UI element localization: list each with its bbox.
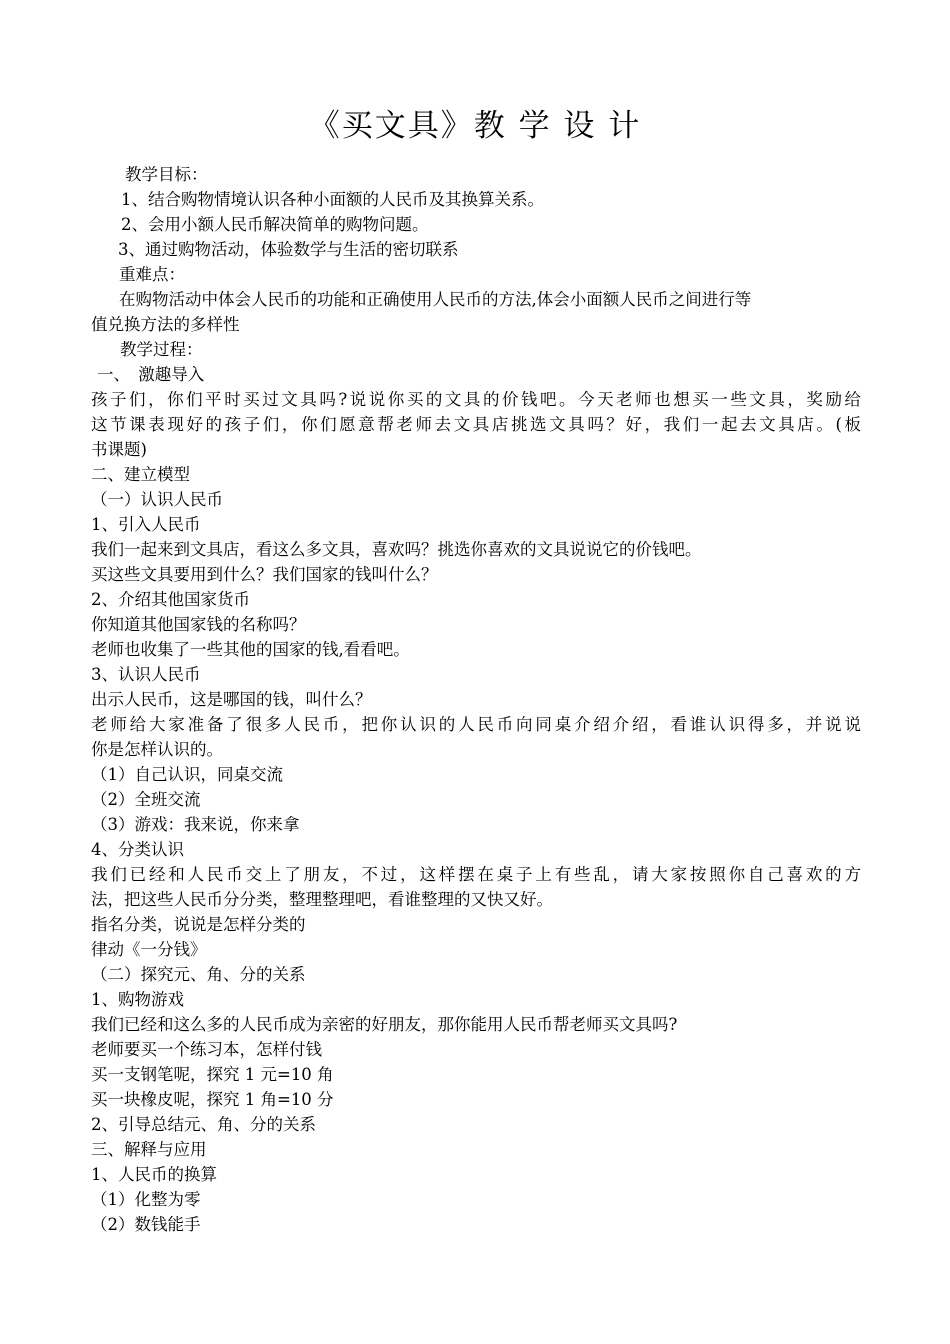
step-heading: 1、引入人民币 <box>91 515 201 534</box>
list-item: （1）自己认识，同桌交流 <box>91 765 283 784</box>
paragraph-line: 孩子们，你们平时买过文具吗?说说你买的文具的价钱吧。今天老师也想买一些文具，奖励给 <box>91 390 861 409</box>
paragraph-line: 买一块橡皮呢，探究 1 角=10 分 <box>91 1090 334 1109</box>
list-item: （1）化整为零 <box>91 1190 201 1209</box>
paragraph-line: 买一支钢笔呢，探究 1 元=10 角 <box>91 1065 334 1084</box>
step-heading: 4、分类认识 <box>91 840 184 859</box>
section-heading: 三、解释与应用 <box>91 1140 207 1159</box>
paragraph-line: 在购物活动中体会人民币的功能和正确使用人民币的方法,体会小面额人民币之间进行等 <box>119 290 752 309</box>
list-item: （2）全班交流 <box>91 790 201 809</box>
paragraph-line: 指名分类，说说是怎样分类的 <box>91 915 306 934</box>
paragraph-line: 律动《一分钱》 <box>91 940 207 959</box>
paragraph-line: 你是怎样认识的。 <box>91 740 223 759</box>
step-heading: 1、人民币的换算 <box>91 1165 217 1184</box>
paragraph-line: 出示人民币，这是哪国的钱，叫什么？ <box>91 690 372 709</box>
paragraph-line: 老师也收集了一些其他的国家的钱,看看吧。 <box>91 640 410 659</box>
paragraph-line: 老师要买一个练习本，怎样付钱 <box>91 1040 322 1059</box>
subsection-heading: （二）探究元、角、分的关系 <box>91 965 306 984</box>
paragraph-line: 你知道其他国家钱的名称吗？ <box>91 615 306 634</box>
step-heading: 2、介绍其他国家货币 <box>91 590 250 609</box>
paragraph-line: 我们已经和人民币交上了朋友，不过，这样摆在桌子上有些乱，请大家按照你自己喜欢的方 <box>91 865 861 884</box>
objective-item: 1、结合购物情境认识各种小面额的人民币及其换算关系。 <box>121 190 544 209</box>
paragraph-line: 我们已经和这么多的人民币成为亲密的好朋友，那你能用人民币帮老师买文具吗? <box>91 1015 678 1034</box>
section-heading-key-points: 重难点： <box>119 265 185 284</box>
document-body <box>91 162 861 1237</box>
paragraph-line: 老师给大家准备了很多人民币，把你认识的人民币向同桌介绍介绍，看谁认识得多，并说说 <box>91 715 861 734</box>
paragraph-line: 我们一起来到文具店，看这么多文具，喜欢吗？挑选你喜欢的文具说说它的价钱吧。 <box>91 540 702 559</box>
section-heading: 一、 激趣导入 <box>97 365 205 384</box>
document-title: 《买文具》教 学 设 计 <box>308 108 642 144</box>
list-item: （3）游戏：我来说，你来拿 <box>91 815 300 834</box>
section-heading: 二、建立模型 <box>91 465 190 484</box>
paragraph-line: 值兑换方法的多样性 <box>91 315 240 334</box>
objective-item: 2、会用小额人民币解决简单的购物问题。 <box>121 215 429 234</box>
step-heading: 2、引导总结元、角、分的关系 <box>91 1115 316 1134</box>
step-heading: 3、认识人民币 <box>91 665 201 684</box>
paragraph-line: 书课题) <box>91 440 147 459</box>
paragraph-line: 法，把这些人民币分分类，整理整理吧，看谁整理的又快又好。 <box>91 890 553 909</box>
section-heading-objectives: 教学目标： <box>125 165 208 184</box>
paragraph-line: 买这些文具要用到什么？我们国家的钱叫什么？ <box>91 565 438 584</box>
section-heading-process: 教学过程： <box>120 340 203 359</box>
step-heading: 1、购物游戏 <box>91 990 184 1009</box>
objective-item: 3、通过购物活动，体验数学与生活的密切联系 <box>118 240 459 259</box>
list-item: （2）数钱能手 <box>91 1215 201 1234</box>
subsection-heading: （一）认识人民币 <box>91 490 223 509</box>
paragraph-line: 这节课表现好的孩子们，你们愿意帮老师去文具店挑选文具吗？好，我们一起去文具店。(板 <box>91 415 861 434</box>
